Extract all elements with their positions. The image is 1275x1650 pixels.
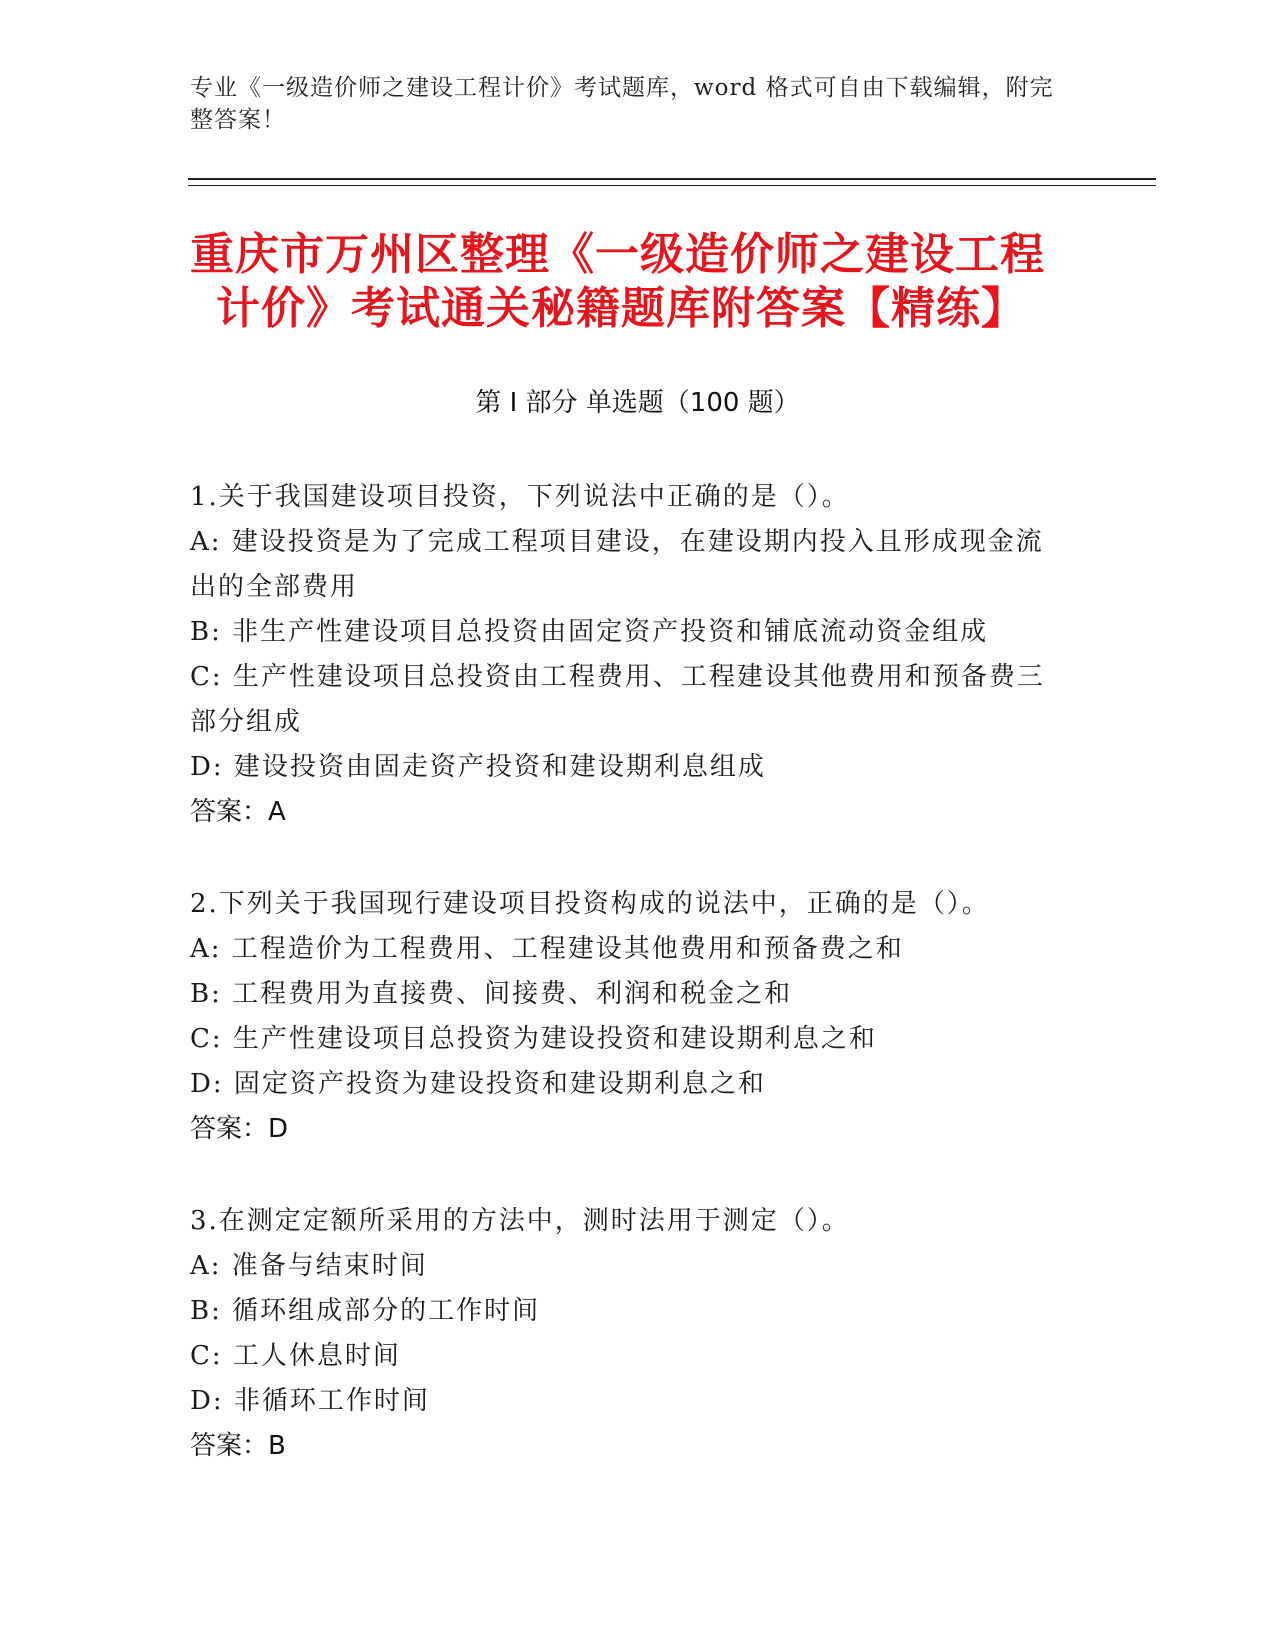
option-line: C: 工人休息时间 (190, 1341, 401, 1371)
option-line: A: 建设投资是为了完成工程项目建设，在建设期内投入且形成现金流 (190, 527, 1044, 557)
question-3 (190, 1199, 1090, 1469)
option-line: C: 生产性建设项目总投资由工程费用、工程建设其他费用和预备费三 (190, 662, 1045, 692)
document-title (190, 228, 1090, 336)
answer-label: 答案：B (190, 1431, 286, 1461)
document-title-line-1: 重庆市万州区整理《一级造价师之建设工程 (190, 229, 1045, 280)
header-divider-thick (188, 178, 1156, 180)
question-list (190, 475, 1090, 1516)
option-line: D: 固定资产投资为建设投资和建设期利息之和 (190, 1069, 766, 1099)
option-line: 部分组成 (190, 707, 303, 737)
section-heading: 第 I 部分 单选题（100 题） (475, 388, 800, 418)
question-stem: 3.在测定定额所采用的方法中，测时法用于测定（）。 (190, 1206, 850, 1236)
answer-label: 答案：A (190, 797, 286, 827)
question-2 (190, 882, 1090, 1152)
question-stem: 1.关于我国建设项目投资，下列说法中正确的是（）。 (190, 482, 850, 512)
option-line: A: 准备与结束时间 (190, 1251, 428, 1281)
answer-label: 答案：D (190, 1114, 289, 1144)
question-1 (190, 475, 1090, 835)
header-divider-thin (188, 185, 1156, 186)
option-line: C: 生产性建设项目总投资为建设投资和建设期利息之和 (190, 1024, 877, 1054)
question-stem: 2.下列关于我国现行建设项目投资构成的说法中，正确的是（）。 (190, 889, 990, 919)
document-title-line-2: 计价》考试通关秘籍题库附答案【精练】 (216, 283, 1026, 334)
option-line: B: 非生产性建设项目总投资由固定资产投资和铺底流动资金组成 (190, 617, 989, 647)
option-line: B: 工程费用为直接费、间接费、利润和税金之和 (190, 979, 793, 1009)
header-note (190, 72, 1070, 136)
header-note-line-2: 整答案！ (190, 107, 286, 133)
option-line: D: 建设投资由固走资产投资和建设期利息组成 (190, 752, 766, 782)
option-line: A: 工程造价为工程费用、工程建设其他费用和预备费之和 (190, 934, 904, 964)
option-line: D: 非循环工作时间 (190, 1386, 430, 1416)
option-line: 出的全部费用 (190, 572, 359, 602)
option-line: B: 循环组成部分的工作时间 (190, 1296, 541, 1326)
header-note-line-1: 专业《一级造价师之建设工程计价》考试题库，word 格式可自由下载编辑，附完 (190, 75, 1054, 101)
